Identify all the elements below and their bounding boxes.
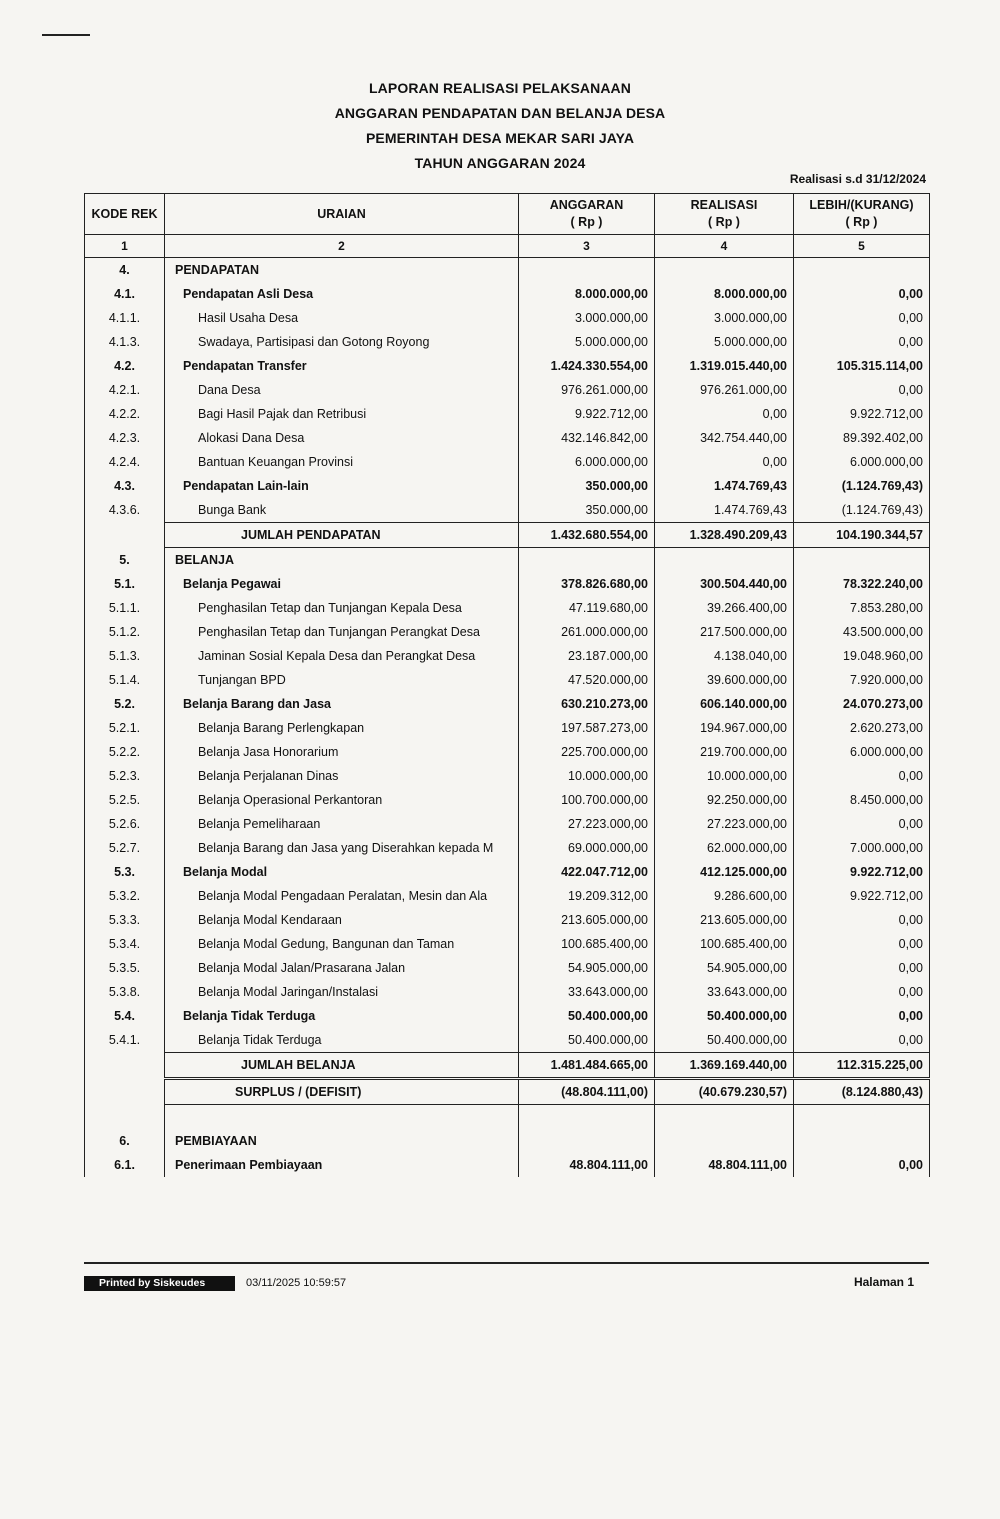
- account-code: 5.4.: [85, 1004, 165, 1028]
- budget-cell: 47.119.680,00: [519, 596, 655, 620]
- budget-cell: 48.804.111,00: [519, 1153, 655, 1177]
- account-code: 5.3.5.: [85, 956, 165, 980]
- budget-cell: 350.000,00: [519, 474, 655, 498]
- variance-cell: 0,00: [794, 1004, 930, 1028]
- account-code: 6.: [85, 1129, 165, 1153]
- surplus-label: SURPLUS / (DEFISIT): [165, 1079, 519, 1105]
- budget-cell: 432.146.842,00: [519, 426, 655, 450]
- header-budget: [519, 194, 655, 235]
- account-code: 4.1.1.: [85, 306, 165, 330]
- budget-cell: [519, 548, 655, 573]
- account-name: Bunga Bank: [165, 498, 519, 523]
- table-row: [85, 788, 930, 812]
- table-row: [85, 450, 930, 474]
- budget-cell: 197.587.273,00: [519, 716, 655, 740]
- report-title: [0, 76, 1000, 176]
- account-name: Hasil Usaha Desa: [165, 306, 519, 330]
- realization-cell: 217.500.000,00: [655, 620, 794, 644]
- account-code: 5.3.4.: [85, 932, 165, 956]
- account-name: Jaminan Sosial Kepala Desa dan Perangkat Desa: [165, 644, 519, 668]
- table-row: [85, 764, 930, 788]
- account-name: Belanja Modal Pengadaan Peralatan, Mesin dan Ala: [165, 884, 519, 908]
- section-row-pembiayaan: [85, 1129, 930, 1153]
- realization-cell: 1.474.769,43: [655, 474, 794, 498]
- realization-cell: 606.140.000,00: [655, 692, 794, 716]
- budget-cell: 100.700.000,00: [519, 788, 655, 812]
- budget-cell: [519, 1129, 655, 1153]
- header-realization-unit: ( Rp ): [708, 215, 740, 229]
- realization-cell: 412.125.000,00: [655, 860, 794, 884]
- table-row: [85, 596, 930, 620]
- header-realization: [655, 194, 794, 235]
- variance-cell: 0,00: [794, 980, 930, 1004]
- budget-cell: 54.905.000,00: [519, 956, 655, 980]
- account-name: Belanja Pemeliharaan: [165, 812, 519, 836]
- budget-cell: 19.209.312,00: [519, 884, 655, 908]
- account-name: Belanja Barang dan Jasa yang Diserahkan kepada M: [165, 836, 519, 860]
- footer-divider: [84, 1262, 929, 1264]
- account-code: 5.1.3.: [85, 644, 165, 668]
- variance-cell: 0,00: [794, 812, 930, 836]
- account-name: Pendapatan Lain-lain: [165, 474, 519, 498]
- variance-cell: (1.124.769,43): [794, 474, 930, 498]
- account-name: Penghasilan Tetap dan Tunjangan Kepala Desa: [165, 596, 519, 620]
- table-row: [85, 668, 930, 692]
- budget-realization-table: [84, 193, 930, 1177]
- realization-cell: 300.504.440,00: [655, 572, 794, 596]
- variance-cell: 7.853.280,00: [794, 596, 930, 620]
- account-code: 5.2.3.: [85, 764, 165, 788]
- table-row: [85, 836, 930, 860]
- variance-cell: 19.048.960,00: [794, 644, 930, 668]
- variance-cell: 0,00: [794, 330, 930, 354]
- table-row: [85, 402, 930, 426]
- title-line-2: ANGGARAN PENDAPATAN DAN BELANJA DESA: [334, 105, 666, 121]
- budget-cell: 47.520.000,00: [519, 668, 655, 692]
- total-income-row: [85, 523, 930, 548]
- realization-cell: 1.319.015.440,00: [655, 354, 794, 378]
- realization-cell: 1.369.169.440,00: [655, 1053, 794, 1079]
- account-name: Tunjangan BPD: [165, 668, 519, 692]
- realization-cell: 92.250.000,00: [655, 788, 794, 812]
- budget-cell: 422.047.712,00: [519, 860, 655, 884]
- variance-cell: (1.124.769,43): [794, 498, 930, 523]
- budget-cell: 50.400.000,00: [519, 1028, 655, 1053]
- account-code: [85, 1053, 165, 1079]
- realization-cell: 50.400.000,00: [655, 1004, 794, 1028]
- budget-cell: 225.700.000,00: [519, 740, 655, 764]
- realization-cell: 39.266.400,00: [655, 596, 794, 620]
- account-code: 5.2.2.: [85, 740, 165, 764]
- account-code: 5.3.8.: [85, 980, 165, 1004]
- account-code: [85, 523, 165, 548]
- variance-cell: 0,00: [794, 1028, 930, 1053]
- table-row: [85, 644, 930, 668]
- table-row: [85, 306, 930, 330]
- table-row: [85, 980, 930, 1004]
- table-row: [85, 426, 930, 450]
- table-row: [85, 354, 930, 378]
- realization-cell: 5.000.000,00: [655, 330, 794, 354]
- realization-cell: [655, 258, 794, 283]
- account-code: 4.: [85, 258, 165, 283]
- account-name: Belanja Tidak Terduga: [165, 1004, 519, 1028]
- variance-cell: 9.922.712,00: [794, 860, 930, 884]
- variance-cell: 89.392.402,00: [794, 426, 930, 450]
- variance-cell: 112.315.225,00: [794, 1053, 930, 1079]
- spacer-cell: [655, 1105, 794, 1130]
- budget-cell: 27.223.000,00: [519, 812, 655, 836]
- account-code: 4.3.: [85, 474, 165, 498]
- account-name: Bagi Hasil Pajak dan Retribusi: [165, 402, 519, 426]
- budget-cell: 378.826.680,00: [519, 572, 655, 596]
- table-row: [85, 1153, 930, 1177]
- table-row: [85, 956, 930, 980]
- realization-cell: [655, 548, 794, 573]
- variance-cell: 0,00: [794, 282, 930, 306]
- table-row: [85, 1028, 930, 1053]
- realization-cell: 8.000.000,00: [655, 282, 794, 306]
- variance-cell: 43.500.000,00: [794, 620, 930, 644]
- variance-cell: 9.922.712,00: [794, 884, 930, 908]
- title-line-1: LAPORAN REALISASI PELAKSANAAN: [369, 80, 631, 96]
- table-row: [85, 884, 930, 908]
- account-name: Belanja Jasa Honorarium: [165, 740, 519, 764]
- realization-cell: 219.700.000,00: [655, 740, 794, 764]
- surplus-deficit-row: [85, 1079, 930, 1105]
- account-name: Belanja Modal: [165, 860, 519, 884]
- account-code: 5.1.1.: [85, 596, 165, 620]
- realization-cell: 1.474.769,43: [655, 498, 794, 523]
- spacer-cell: [165, 1105, 519, 1130]
- table-header-row: [85, 194, 930, 235]
- realization-cell: 0,00: [655, 450, 794, 474]
- header-variance-unit: ( Rp ): [845, 215, 878, 229]
- account-name: Penerimaan Pembiayaan: [165, 1153, 519, 1177]
- column-number-5: 5: [794, 235, 930, 258]
- section-row-pendapatan: [85, 258, 930, 283]
- variance-cell: [794, 1129, 930, 1153]
- realization-cell: 1.328.490.209,43: [655, 523, 794, 548]
- table-row: [85, 932, 930, 956]
- account-name: Pendapatan Transfer: [165, 354, 519, 378]
- table-row: [85, 908, 930, 932]
- table-row: [85, 812, 930, 836]
- print-timestamp: 03/11/2025 10:59:57: [246, 1277, 347, 1289]
- title-line-3: PEMERINTAH DESA MEKAR SARI JAYA: [365, 130, 635, 146]
- page-number: Halaman 1: [853, 1275, 914, 1289]
- realization-cell: 27.223.000,00: [655, 812, 794, 836]
- column-number-4: 4: [655, 235, 794, 258]
- table-row: [85, 1004, 930, 1028]
- variance-cell: 78.322.240,00: [794, 572, 930, 596]
- account-name: Belanja Barang Perlengkapan: [165, 716, 519, 740]
- account-code: 5.2.1.: [85, 716, 165, 740]
- budget-cell: 69.000.000,00: [519, 836, 655, 860]
- account-code: 6.1.: [85, 1153, 165, 1177]
- variance-cell: 7.920.000,00: [794, 668, 930, 692]
- variance-cell: 105.315.114,00: [794, 354, 930, 378]
- variance-cell: 0,00: [794, 932, 930, 956]
- account-code: 5.3.3.: [85, 908, 165, 932]
- budget-cell: 33.643.000,00: [519, 980, 655, 1004]
- budget-cell: 630.210.273,00: [519, 692, 655, 716]
- account-name: BELANJA: [165, 548, 519, 573]
- table-row: [85, 860, 930, 884]
- account-name: Belanja Modal Jaringan/Instalasi: [165, 980, 519, 1004]
- account-code: 4.2.4.: [85, 450, 165, 474]
- variance-cell: 0,00: [794, 956, 930, 980]
- total-expenditure-row: [85, 1053, 930, 1079]
- account-name: Dana Desa: [165, 378, 519, 402]
- budget-cell: [519, 258, 655, 283]
- account-code: 5.: [85, 548, 165, 573]
- account-name: Belanja Modal Jalan/Prasarana Jalan: [165, 956, 519, 980]
- budget-cell: 261.000.000,00: [519, 620, 655, 644]
- spacer-row: [85, 1105, 930, 1130]
- table-row: [85, 282, 930, 306]
- account-code: 5.2.: [85, 692, 165, 716]
- realization-cell: (40.679.230,57): [655, 1079, 794, 1105]
- variance-cell: 2.620.273,00: [794, 716, 930, 740]
- table-row: [85, 498, 930, 523]
- spacer-cell: [85, 1105, 165, 1130]
- realization-cell: 3.000.000,00: [655, 306, 794, 330]
- realization-cell: 342.754.440,00: [655, 426, 794, 450]
- table-row: [85, 572, 930, 596]
- account-name: Belanja Barang dan Jasa: [165, 692, 519, 716]
- account-code: 4.2.: [85, 354, 165, 378]
- budget-cell: 1.432.680.554,00: [519, 523, 655, 548]
- column-number-2: 2: [165, 235, 519, 258]
- header-realization-label: REALISASI: [690, 198, 758, 212]
- account-name: Bantuan Keuangan Provinsi: [165, 450, 519, 474]
- realization-cell: 10.000.000,00: [655, 764, 794, 788]
- variance-cell: [794, 258, 930, 283]
- account-code: 5.2.5.: [85, 788, 165, 812]
- budget-cell: (48.804.111,00): [519, 1079, 655, 1105]
- table-row: [85, 716, 930, 740]
- variance-cell: [794, 548, 930, 573]
- realization-cell: 213.605.000,00: [655, 908, 794, 932]
- account-name: Belanja Perjalanan Dinas: [165, 764, 519, 788]
- budget-cell: 10.000.000,00: [519, 764, 655, 788]
- budget-cell: 3.000.000,00: [519, 306, 655, 330]
- account-name: Belanja Modal Gedung, Bangunan dan Taman: [165, 932, 519, 956]
- account-code: [85, 1079, 165, 1105]
- variance-cell: 6.000.000,00: [794, 740, 930, 764]
- realization-cell: 9.286.600,00: [655, 884, 794, 908]
- realization-cell: 4.138.040,00: [655, 644, 794, 668]
- account-name: Belanja Tidak Terduga: [165, 1028, 519, 1053]
- variance-cell: 8.450.000,00: [794, 788, 930, 812]
- header-budget-label: ANGGARAN: [549, 198, 624, 212]
- account-code: 4.1.: [85, 282, 165, 306]
- budget-cell: 1.481.484.665,00: [519, 1053, 655, 1079]
- column-number-row: [85, 235, 930, 258]
- budget-cell: 5.000.000,00: [519, 330, 655, 354]
- budget-cell: 100.685.400,00: [519, 932, 655, 956]
- account-code: 5.3.: [85, 860, 165, 884]
- budget-cell: 1.424.330.554,00: [519, 354, 655, 378]
- total-label: JUMLAH PENDAPATAN: [165, 523, 519, 548]
- account-name: Belanja Operasional Perkantoran: [165, 788, 519, 812]
- account-name: Belanja Pegawai: [165, 572, 519, 596]
- variance-cell: 7.000.000,00: [794, 836, 930, 860]
- budget-cell: 23.187.000,00: [519, 644, 655, 668]
- header-code: KODE REK: [85, 194, 165, 235]
- account-code: 4.1.3.: [85, 330, 165, 354]
- header-budget-unit: ( Rp ): [570, 215, 603, 229]
- variance-cell: 0,00: [794, 378, 930, 402]
- account-code: 4.3.6.: [85, 498, 165, 523]
- account-name: Swadaya, Partisipasi dan Gotong Royong: [165, 330, 519, 354]
- account-name: PEMBIAYAAN: [165, 1129, 519, 1153]
- account-name: Penghasilan Tetap dan Tunjangan Perangkat Desa: [165, 620, 519, 644]
- budget-cell: 50.400.000,00: [519, 1004, 655, 1028]
- realization-cell: 976.261.000,00: [655, 378, 794, 402]
- realization-cell: 100.685.400,00: [655, 932, 794, 956]
- column-number-1: 1: [85, 235, 165, 258]
- table-row: [85, 692, 930, 716]
- table-row: [85, 330, 930, 354]
- total-label: JUMLAH BELANJA: [165, 1053, 519, 1079]
- budget-cell: 9.922.712,00: [519, 402, 655, 426]
- budget-cell: 8.000.000,00: [519, 282, 655, 306]
- variance-cell: 104.190.344,57: [794, 523, 930, 548]
- budget-cell: 6.000.000,00: [519, 450, 655, 474]
- variance-cell: 9.922.712,00: [794, 402, 930, 426]
- realization-cell: 48.804.111,00: [655, 1153, 794, 1177]
- realization-cell: 0,00: [655, 402, 794, 426]
- account-name: Pendapatan Asli Desa: [165, 282, 519, 306]
- variance-cell: 0,00: [794, 306, 930, 330]
- budget-cell: 213.605.000,00: [519, 908, 655, 932]
- account-name: Alokasi Dana Desa: [165, 426, 519, 450]
- account-code: 5.1.: [85, 572, 165, 596]
- table-row: [85, 378, 930, 402]
- column-number-3: 3: [519, 235, 655, 258]
- account-code: 5.3.2.: [85, 884, 165, 908]
- realization-cell: 39.600.000,00: [655, 668, 794, 692]
- spacer-cell: [519, 1105, 655, 1130]
- variance-cell: 0,00: [794, 764, 930, 788]
- printed-by-badge: Printed by Siskeudes: [84, 1276, 235, 1291]
- account-code: 5.4.1.: [85, 1028, 165, 1053]
- realization-cell: 194.967.000,00: [655, 716, 794, 740]
- account-code: 5.1.2.: [85, 620, 165, 644]
- title-line-4: TAHUN ANGGARAN 2024: [414, 155, 586, 171]
- realization-cell: 54.905.000,00: [655, 956, 794, 980]
- variance-cell: 6.000.000,00: [794, 450, 930, 474]
- account-code: 4.2.3.: [85, 426, 165, 450]
- spacer-cell: [794, 1105, 930, 1130]
- realization-period: Realisasi s.d 31/12/2024: [789, 172, 926, 186]
- realization-cell: [655, 1129, 794, 1153]
- variance-cell: 0,00: [794, 1153, 930, 1177]
- table-row: [85, 620, 930, 644]
- variance-cell: 0,00: [794, 908, 930, 932]
- table-row: [85, 474, 930, 498]
- realization-cell: 50.400.000,00: [655, 1028, 794, 1053]
- table-row: [85, 740, 930, 764]
- variance-cell: (8.124.880,43): [794, 1079, 930, 1105]
- realization-cell: 62.000.000,00: [655, 836, 794, 860]
- page-corner-mark: [42, 34, 90, 36]
- account-code: 4.2.2.: [85, 402, 165, 426]
- header-variance-label: LEBIH/(KURANG): [809, 198, 914, 212]
- section-row-belanja: [85, 548, 930, 573]
- realization-cell: 33.643.000,00: [655, 980, 794, 1004]
- header-description: URAIAN: [165, 194, 519, 235]
- account-code: 5.2.6.: [85, 812, 165, 836]
- account-code: 5.1.4.: [85, 668, 165, 692]
- variance-cell: 24.070.273,00: [794, 692, 930, 716]
- account-name: PENDAPATAN: [165, 258, 519, 283]
- budget-cell: 976.261.000,00: [519, 378, 655, 402]
- account-code: 5.2.7.: [85, 836, 165, 860]
- budget-cell: 350.000,00: [519, 498, 655, 523]
- account-name: Belanja Modal Kendaraan: [165, 908, 519, 932]
- account-code: 4.2.1.: [85, 378, 165, 402]
- header-variance: [794, 194, 930, 235]
